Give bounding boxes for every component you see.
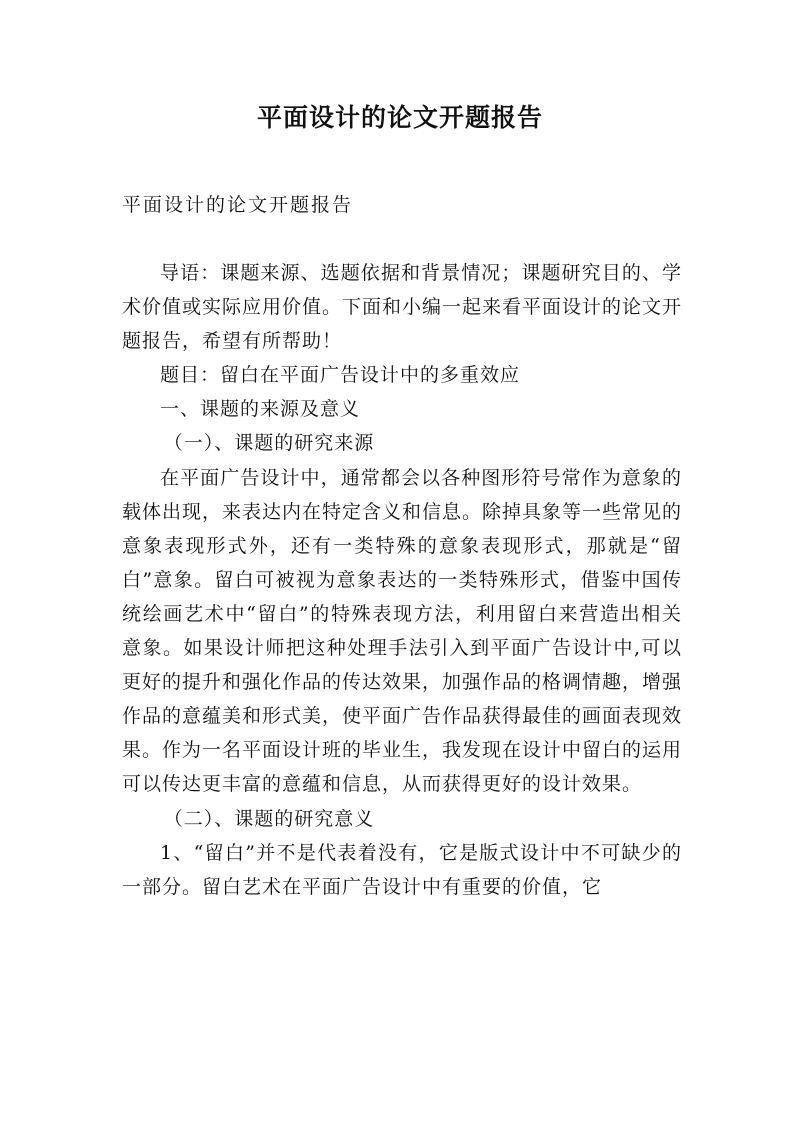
document-subtitle: 平面设计的论文开题报告 — [122, 194, 354, 216]
section-heading: 一、课题的来源及意义 — [160, 398, 361, 421]
body-paragraph-source: 在平面广告设计中，通常都会以各种图形符号常作为意象的载体出现，来表达内在特定含义和信息。除掉具象等一些常见的意象表现形式外，还有一类特殊的意象表现形式，那就是“留白”意象。留白可被视为意象表达的一类特殊形式，借鉴中国传统绘画艺术中“留白”的特殊表现方法，利用留白来营造出相关意象。如果设计师把这种处理手法引入到平面广告设计中,可以更好的提升和强化作品的传达效果，加强作品的格调情趣，增强作品的意蕴美和形式美，使平面广告作品获得最佳的画面表现效果。作为一名平面设计班的毕业生，我发现在设计中留白的运用可以传达更丰富的意蕴和信息，从而获得更好的设计效果。 — [122, 466, 683, 796]
topic-line: 题目：留白在平面广告设计中的多重效应 — [160, 364, 521, 387]
subsection-heading-significance: （二）、课题的研究意义 — [163, 807, 375, 830]
body-paragraph-significance: 1、“留白”并不是代表着没有，它是版式设计中不可缺少的一部分。留白艺术在平面广告设计中有重要的价值，它 — [122, 841, 682, 898]
intro-paragraph: 导语：课题来源、选题依据和背景情况；课题研究目的、学术价值或实际应用价值。下面和小编一起来看平面设计的论文开题报告，希望有所帮助！ — [122, 262, 683, 353]
subsection-heading-source: （一）、课题的研究来源 — [163, 432, 375, 455]
document-body — [122, 256, 682, 904]
document-title: 平面设计的论文开题报告 — [256, 103, 543, 132]
